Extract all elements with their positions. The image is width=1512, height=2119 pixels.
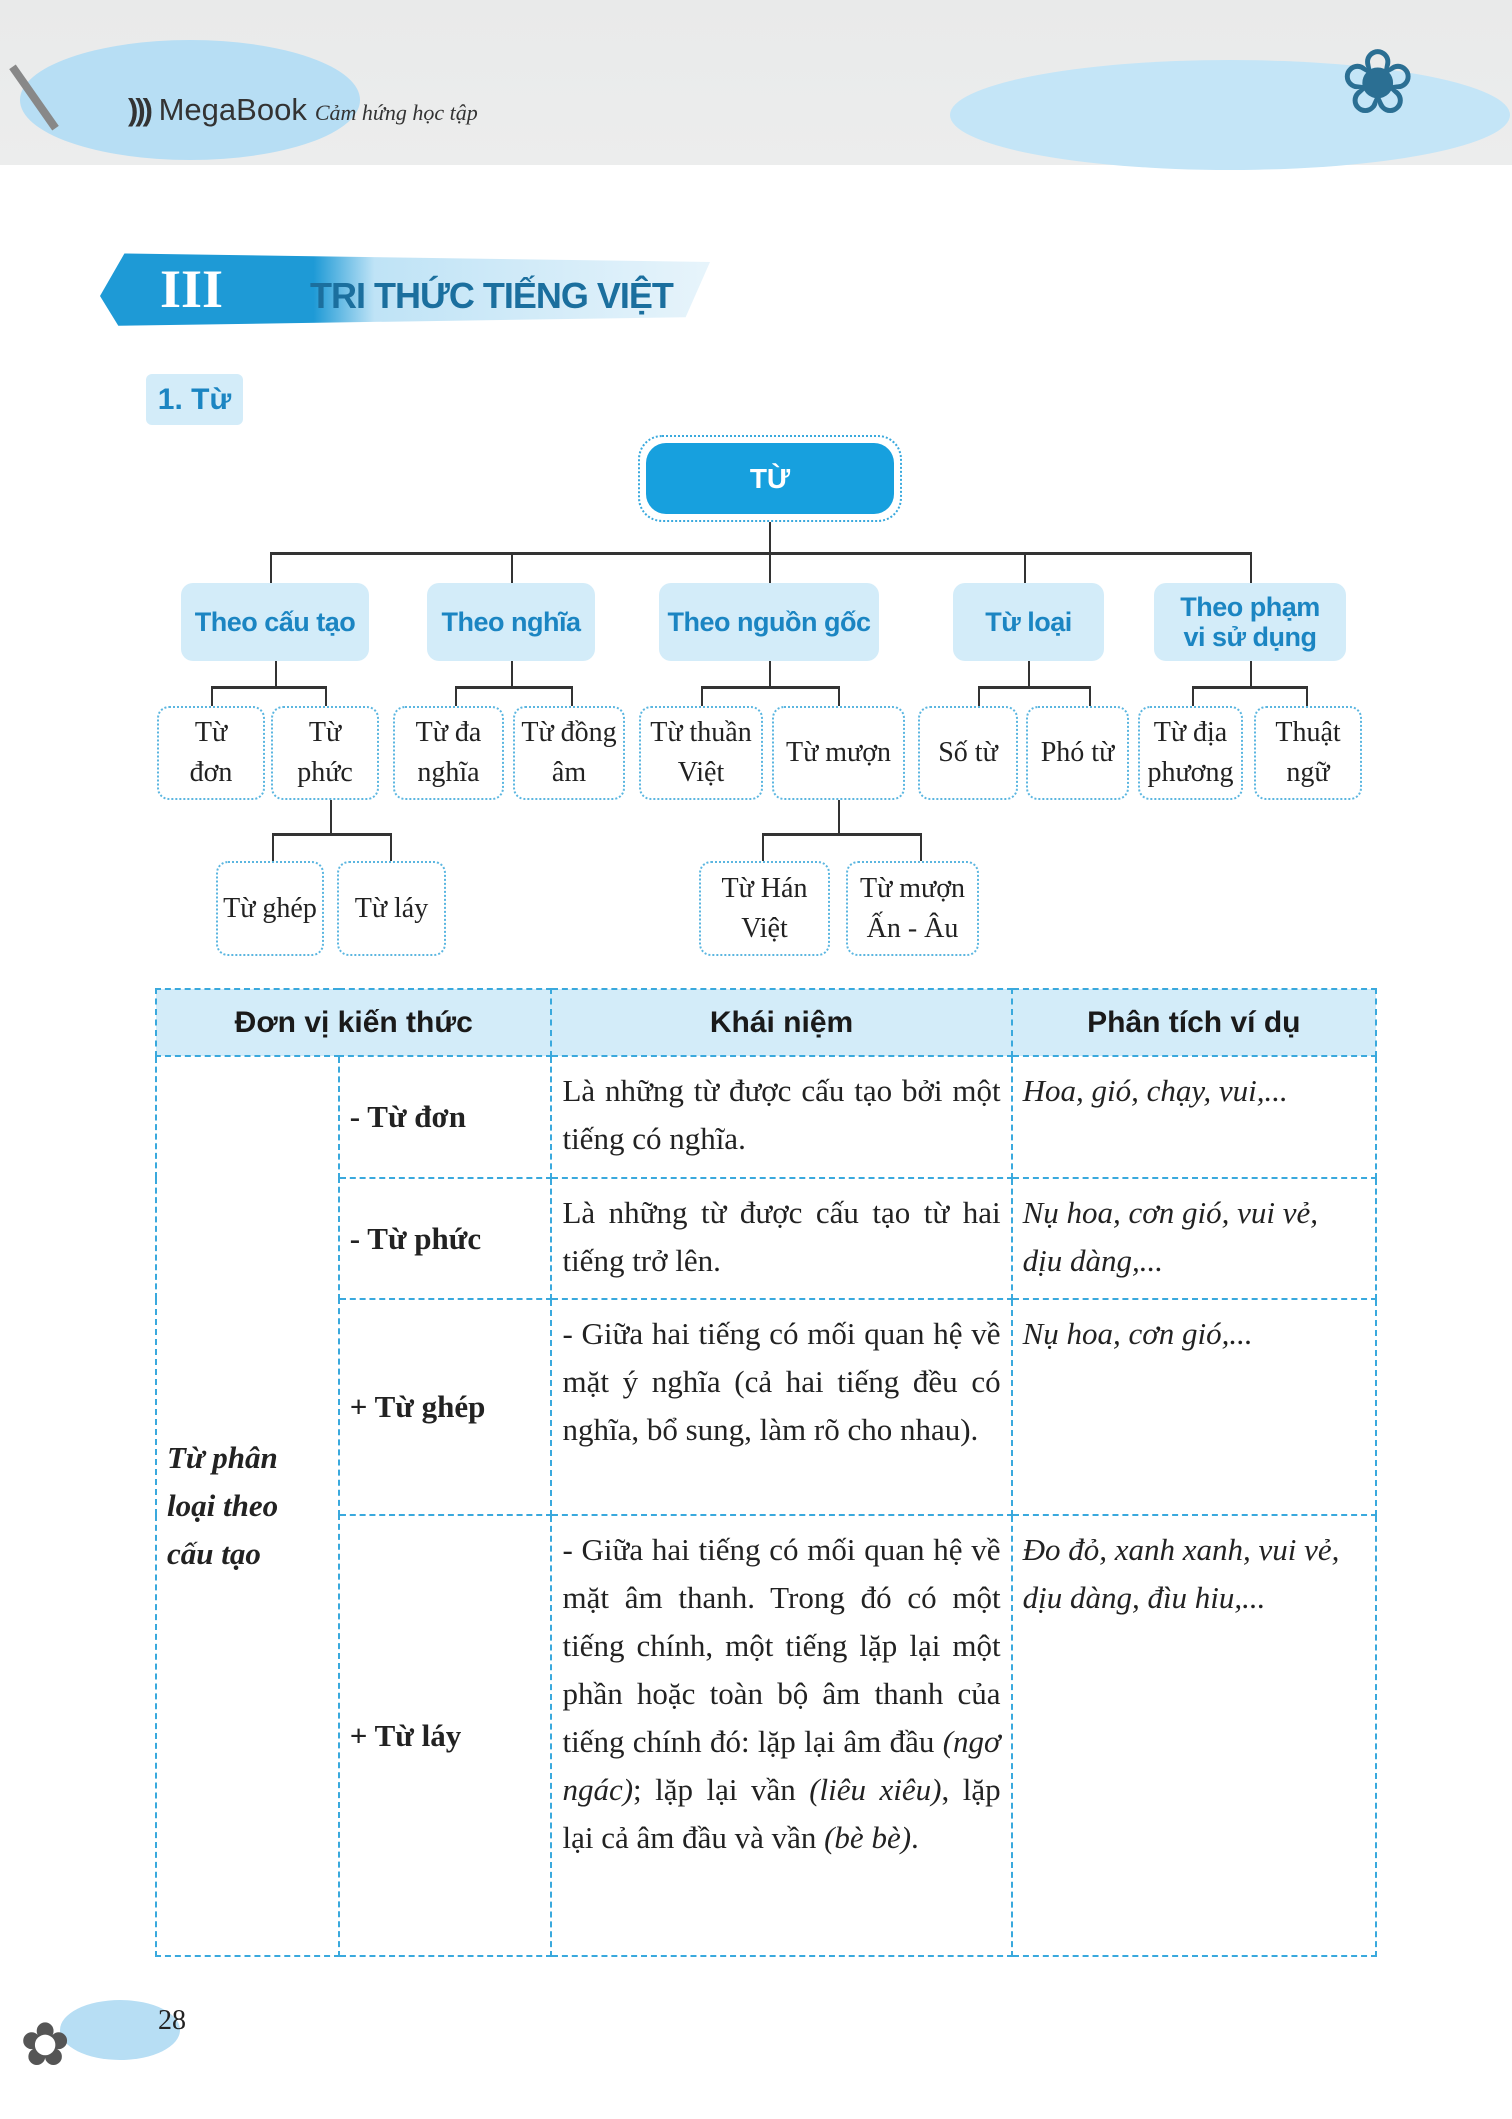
leaf-tu-da-nghia: Từ đa nghĩa bbox=[393, 706, 504, 800]
group-label: Từ phân loại theo cấu tạo bbox=[156, 1056, 339, 1956]
concept-example: (liêu xiêu) bbox=[809, 1772, 942, 1807]
header-example: Phân tích ví dụ bbox=[1012, 989, 1376, 1056]
leaf-thuat-ngu: Thuật ngữ bbox=[1254, 706, 1362, 800]
table-row bbox=[156, 1515, 1376, 1956]
leaf-tu-muon: Từ mượn bbox=[772, 706, 905, 800]
unit-cell: - Từ đơn bbox=[339, 1056, 552, 1178]
concept-text: - Giữa hai tiếng có mối quan hệ về mặt âm thanh. Trong đó có một tiếng chính, một tiếng lặp lại một phần hoặc toàn bộ âm thanh của tiếng chính đó: lặp lại âm đầu bbox=[562, 1532, 1001, 1759]
example-cell: Nụ hoa, cơn gió,... bbox=[1012, 1299, 1376, 1515]
leaf-tu-dia-phuong: Từ địa phương bbox=[1138, 706, 1243, 800]
leaf-tu-don: Từ đơn bbox=[157, 706, 265, 800]
subsection-title: 1. Từ bbox=[146, 374, 243, 425]
unit-cell: + Từ láy bbox=[339, 1515, 552, 1956]
footer-flower-icon: ✿ bbox=[20, 2012, 71, 2078]
leaf-tu-lay: Từ láy bbox=[337, 861, 446, 956]
table-header-row bbox=[156, 989, 1376, 1056]
leaf-tu-dong-am: Từ đồng âm bbox=[513, 706, 625, 800]
leaf-tu-phuc: Từ phức bbox=[271, 706, 379, 800]
table-row bbox=[156, 1299, 1376, 1515]
brand-name: MegaBook bbox=[158, 92, 307, 127]
concept-example: (bè bè) bbox=[824, 1820, 912, 1855]
page-number: 28 bbox=[158, 2005, 186, 2036]
leaf-pho-tu: Phó từ bbox=[1026, 706, 1129, 800]
tree-root bbox=[638, 435, 902, 522]
tree-root-label: TỪ bbox=[646, 443, 894, 514]
concept-text: , lặp lại cả âm đầu và vần bbox=[562, 1772, 1001, 1855]
brand-tagline: Cảm hứng học tập bbox=[314, 100, 478, 125]
concept-example: (ngơ ngác) bbox=[562, 1724, 1001, 1807]
header-unit: Đơn vị kiến thức bbox=[156, 989, 551, 1056]
leaf-tu-han-viet: Từ Hán Việt bbox=[699, 861, 830, 956]
tree-connector bbox=[270, 552, 1252, 555]
example-cell: Hoa, gió, chạy, vui,... bbox=[1012, 1056, 1376, 1178]
example-cell: Nụ hoa, cơn gió, vui vẻ, dịu dàng,... bbox=[1012, 1178, 1376, 1299]
concept-text: . bbox=[911, 1820, 919, 1855]
leaf-tu-muon-an-au: Từ mượn Ấn - Âu bbox=[846, 861, 979, 956]
header-splash-right bbox=[950, 60, 1510, 170]
category-usage-scope: Theo phạm vi sử dụng bbox=[1154, 583, 1346, 661]
category-meaning: Theo nghĩa bbox=[427, 583, 595, 661]
unit-cell: - Từ phức bbox=[339, 1178, 552, 1299]
category-word-class: Từ loại bbox=[953, 583, 1104, 661]
table-row bbox=[156, 1178, 1376, 1299]
category-structure: Theo cấu tạo bbox=[181, 583, 369, 661]
section-title: TRI THỨC TIẾNG VIỆT bbox=[310, 275, 673, 316]
brand-logo: ))) MegaBook Cảm hứng học tập bbox=[128, 92, 478, 127]
concept-cell: Là những từ được cấu tạo bởi một tiếng có nghĩa. bbox=[551, 1056, 1011, 1178]
leaf-tu-thuan-viet: Từ thuần Việt bbox=[639, 706, 763, 800]
category-origin: Theo nguồn gốc bbox=[659, 583, 879, 661]
example-cell: Đo đỏ, xanh xanh, vui vẻ, dịu dàng, đìu hiu,... bbox=[1012, 1515, 1376, 1956]
unit-cell: + Từ ghép bbox=[339, 1299, 552, 1515]
header-concept: Khái niệm bbox=[551, 989, 1011, 1056]
section-numeral: III bbox=[160, 259, 224, 319]
leaf-tu-ghep: Từ ghép bbox=[216, 861, 324, 956]
concept-text: ; lặp lại vần bbox=[633, 1772, 810, 1807]
leaf-so-tu: Số từ bbox=[918, 706, 1018, 800]
knowledge-table bbox=[155, 988, 1377, 1957]
concept-cell: - Giữa hai tiếng có mối quan hệ về mặt ý nghĩa (cả hai tiếng đều có nghĩa, bổ sung, làm rõ cho nhau). bbox=[551, 1299, 1011, 1515]
table-row bbox=[156, 1056, 1376, 1178]
flower-icon: ❀ bbox=[1340, 34, 1416, 133]
concept-cell: Là những từ được cấu tạo từ hai tiếng trở lên. bbox=[551, 1178, 1011, 1299]
concept-cell bbox=[551, 1515, 1011, 1956]
